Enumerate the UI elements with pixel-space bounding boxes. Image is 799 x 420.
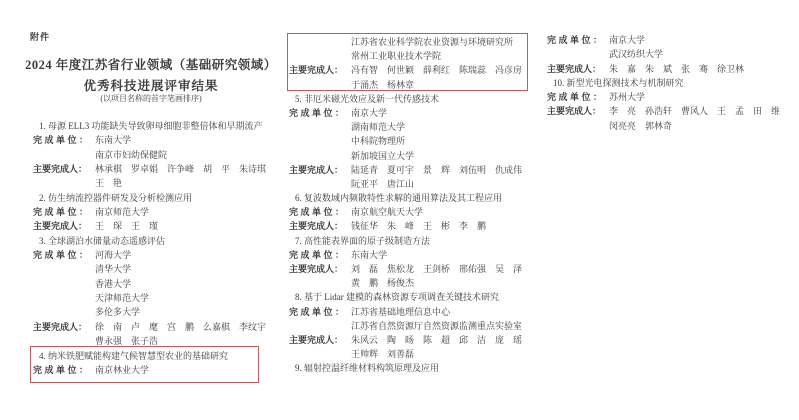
- entry-line: [33, 176, 277, 190]
- column-3: [547, 33, 797, 133]
- entry-line: [33, 248, 277, 262]
- entry-line: [289, 177, 541, 191]
- entry-text: 南京大学: [351, 107, 388, 118]
- entry-line: [547, 33, 797, 47]
- entry-text: 清华大学: [95, 264, 132, 275]
- column-1: [33, 119, 277, 377]
- document-title-line2: 优秀科技进展评审结果: [83, 79, 219, 93]
- completing-unit-label: 完成单位：: [289, 107, 347, 118]
- entry-text: 武汉纺织大学: [609, 49, 664, 60]
- entry-text: 钱征华 朱 峰 王 彬 李 鹏: [351, 221, 487, 232]
- entry-text: 南京林业大学: [95, 364, 150, 375]
- project-title-text: 6. 复波数域内频散特性求解的通用算法及其工程应用: [295, 193, 503, 204]
- project-entry-title: [547, 76, 797, 90]
- attachment-label: 附件: [30, 32, 51, 42]
- entry-text: 南京航空航天大学: [351, 207, 424, 218]
- main-contributors-label: 主要完成人：: [547, 63, 602, 74]
- completing-unit-label: 完成单位：: [289, 207, 347, 218]
- project-title-text: 2. 仿生纳流控器件研发及分析检测应用: [39, 192, 193, 203]
- main-contributors-label: 主要完成人：: [33, 221, 88, 232]
- project-entry-title: [289, 92, 541, 106]
- highlight-box-item-4: [30, 346, 259, 383]
- entry-line: [289, 205, 541, 219]
- main-contributors-label: 主要完成人：: [289, 65, 344, 76]
- entry-line: [289, 134, 541, 148]
- entry-line: [547, 47, 797, 61]
- main-contributors-label: 主要完成人：: [33, 164, 88, 175]
- entry-text: 江苏省基础地理信息中心: [351, 306, 451, 317]
- entry-text: 冯有智 何世颖 薛利红 陈瑞蕊 冯彦房: [351, 65, 523, 76]
- entry-text: 刘 磊 焦松龙 王剑桥 邢佑强 吴 泽: [351, 264, 523, 274]
- entry-text: 天津师范大学: [95, 293, 150, 304]
- entry-line: [33, 148, 277, 162]
- highlight-box-item-4-continuation: [287, 33, 528, 91]
- main-contributors-label: 主要完成人：: [289, 334, 344, 345]
- entry-line: [547, 62, 797, 76]
- entry-text: 河海大学: [95, 250, 132, 261]
- entry-text: 王 艳: [95, 178, 123, 189]
- entry-text: 东南大学: [351, 249, 388, 260]
- entry-line: [289, 219, 541, 233]
- entry-text: 阮亚平 唐江山: [351, 178, 415, 189]
- entry-line: [289, 333, 541, 347]
- completing-unit-label: 完成单位：: [33, 135, 91, 146]
- entry-text: 徐 南 卢 麾 宫 鹏 么嘉棋 李纹宇: [95, 321, 267, 332]
- entry-text: 东南大学: [95, 135, 132, 146]
- completing-unit-label: 完成单位：: [33, 364, 91, 375]
- entry-text: 苏州大学: [609, 92, 646, 103]
- entry-text: 常州工业职业技术学院: [351, 51, 442, 62]
- entry-text: 湖南师范大学: [351, 122, 406, 133]
- project-entry-title: [33, 191, 277, 205]
- entry-line: [33, 205, 277, 219]
- entry-line: [33, 277, 277, 291]
- main-contributors-label: 主要完成人：: [33, 321, 88, 332]
- entry-line: [33, 262, 277, 276]
- entry-line: [33, 162, 277, 176]
- entry-text: 多伦多大学: [95, 307, 141, 318]
- entry-text: 曹永强 张子浩: [95, 336, 159, 347]
- entry-text: 南京市妇幼保健院: [95, 149, 168, 160]
- completing-unit-label: 完成单位：: [289, 249, 347, 260]
- completing-unit-label: 完成单位：: [289, 306, 347, 317]
- entry-text: 中科院物理所: [351, 136, 406, 147]
- project-title-text: 10. 新型光电探测技术与机制研究: [553, 77, 684, 88]
- entry-text: 于涌杰 杨林章: [351, 79, 415, 90]
- entry-text: 闵亮亮 郭林奇: [609, 120, 673, 131]
- entry-line: [33, 320, 277, 334]
- project-title-text: 3. 全球湖泊水储量动态遥感评估: [39, 235, 166, 246]
- entry-line: [289, 163, 541, 177]
- project-title-text: 5. 非厄米磁光效应及新一代传感技术: [295, 93, 440, 104]
- main-contributors-label: 主要完成人：: [289, 264, 344, 274]
- entry-line: [547, 119, 797, 133]
- entry-text: 香港大学: [95, 278, 132, 289]
- project-title-text: 1. 母源 ELL3 功能缺失导致卵母细胞非整倍体和早期流产: [39, 121, 263, 131]
- project-entry-title: [289, 191, 541, 205]
- entry-line: [289, 347, 541, 361]
- entry-text: 朱风云 陶 旸 陈 超 邱 洁 庞 瑶: [351, 334, 523, 345]
- entry-text: 王帅辉 刘善磊: [351, 349, 415, 360]
- entry-text: 朱 嘉 朱 斌 张 骞 徐卫林: [609, 63, 745, 74]
- entry-line: [289, 106, 541, 120]
- project-title-text: 9. 辐射控温纤维材料构筑原理及应用: [295, 363, 440, 374]
- project-title-text: 4. 纳米铁肥赋能构建气候智慧型农业的基础研究: [39, 350, 229, 361]
- entry-line: [289, 149, 541, 163]
- project-entry-title: [289, 234, 541, 248]
- main-contributors-label: 主要完成人：: [289, 164, 344, 175]
- entry-text: 林承棋 罗卓娟 许争峰 胡 平 朱诗琪: [95, 164, 267, 175]
- project-entry-title: [33, 234, 277, 248]
- document-title-line1: 2024 年度江苏省行业领域（基础研究领域）: [25, 58, 277, 72]
- entry-text: 南京大学: [609, 35, 646, 45]
- entry-line: [33, 133, 277, 147]
- entry-text: 江苏省农业科学院农业资源与环境研究所: [351, 37, 514, 47]
- completing-unit-label: 完成单位：: [33, 250, 91, 261]
- entry-line: [289, 276, 541, 290]
- project-entry-title: [289, 290, 541, 304]
- entry-line: [33, 219, 277, 233]
- entry-text: 陆延青 夏可宇 景 辉 刘伍明 仇成伟: [351, 164, 523, 175]
- entry-text: 黄 鹏 杨俊杰: [351, 278, 415, 289]
- entry-text: 李 亮 孙浩轩 曹风人 王 孟 田 维: [609, 106, 781, 117]
- entry-line: [289, 248, 541, 262]
- entry-line: [289, 305, 541, 319]
- completing-unit-label: 完成单位：: [547, 35, 605, 45]
- document-subtitle: (以项目名称的首字笔画排序): [100, 94, 202, 103]
- project-title-text: 7. 高性能表界面的原子级制造方法: [295, 235, 431, 246]
- project-entry-title: [289, 361, 541, 375]
- entry-text: 江苏省自然资源厅自然资源监测重点实验室: [351, 320, 523, 331]
- project-entry-title: [33, 119, 277, 133]
- main-contributors-label: 主要完成人：: [547, 106, 602, 117]
- entry-line: [33, 291, 277, 305]
- entry-line: [289, 262, 541, 276]
- entry-line: [547, 90, 797, 104]
- entry-text: 王 琛 王 瑾: [95, 221, 159, 232]
- entry-text: 新加坡国立大学: [351, 150, 415, 161]
- entry-line: [547, 104, 797, 118]
- entry-line: [289, 120, 541, 134]
- project-title-text: 8. 基于 Lidar 建模的森林资源专项调查关键技术研究: [295, 292, 499, 303]
- main-contributors-label: 主要完成人：: [289, 221, 344, 232]
- entry-line: [33, 305, 277, 319]
- entry-text: 南京师范大学: [95, 207, 150, 218]
- entry-line: [289, 319, 541, 333]
- completing-unit-label: 完成单位：: [547, 92, 605, 103]
- completing-unit-label: 完成单位：: [33, 207, 91, 218]
